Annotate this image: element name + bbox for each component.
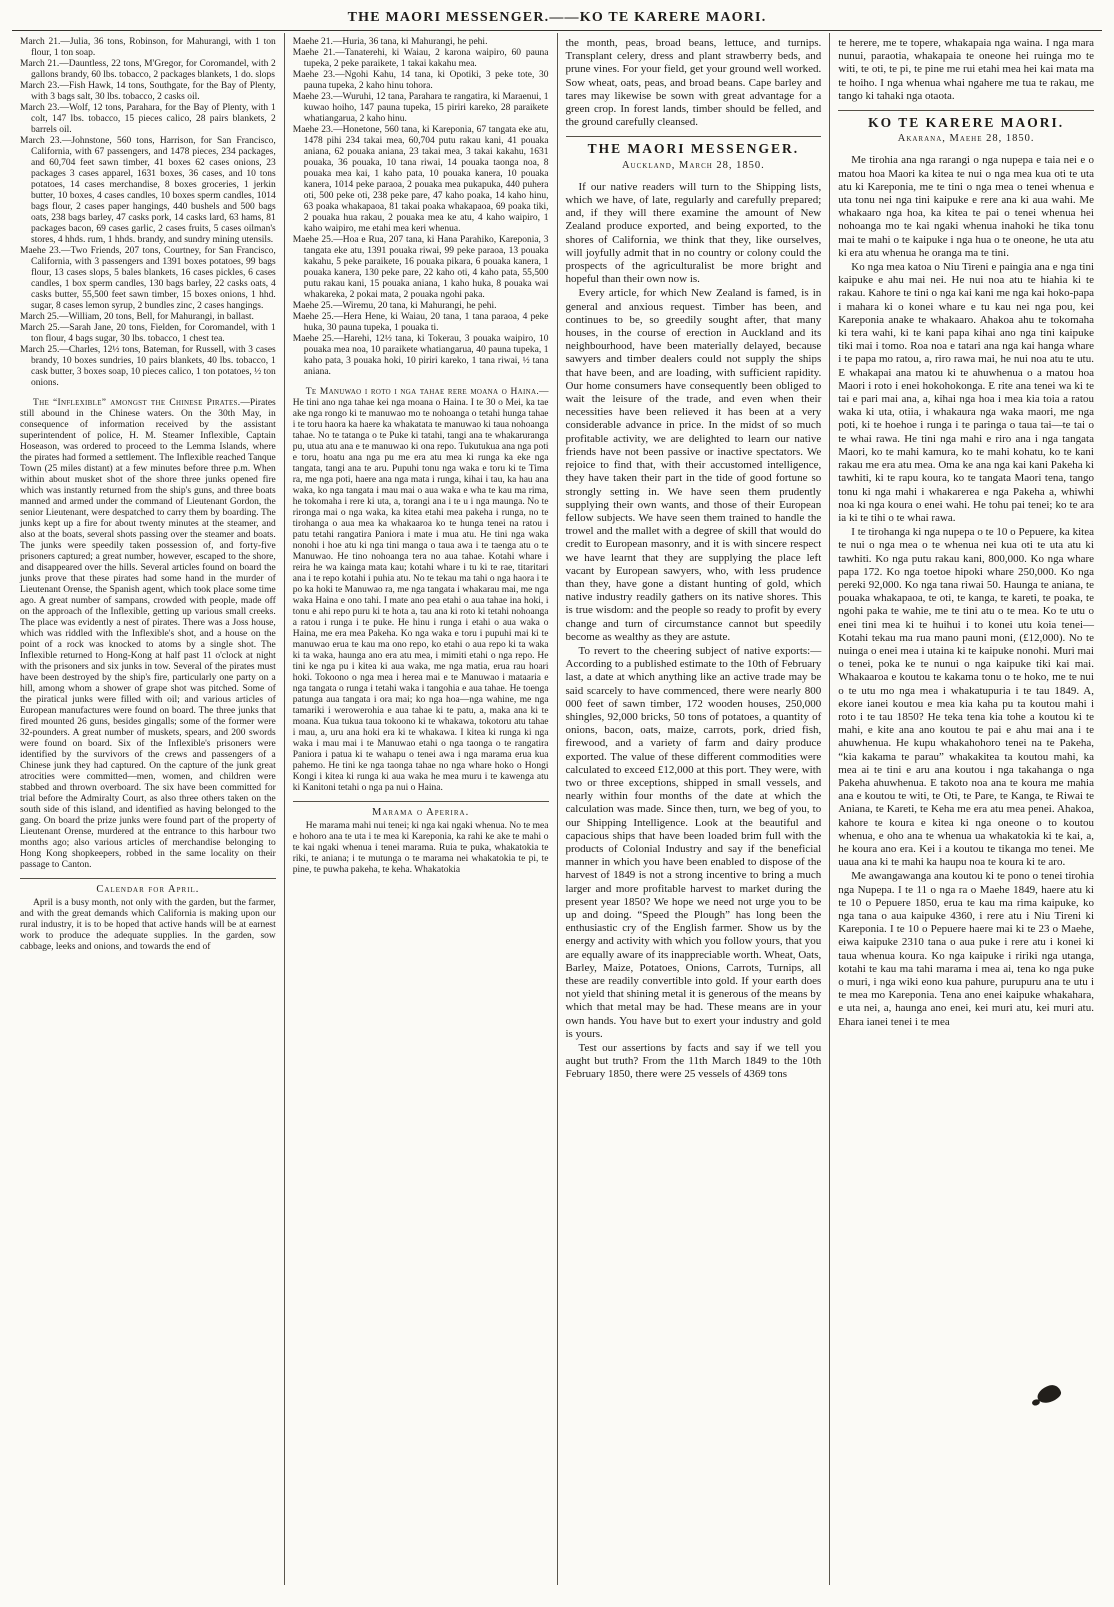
shipping-entry: Maehe 23.—Honetone, 560 tana, ki Kareponia, 67 tangata eke atu, 1478 pihi 234 takai mea, 60,704 putu rakau kani, 41 pouaka aniana, 62 pouaka aniana, 23 takai mea, 3 takai kakahu, 1631 pouaka, 36 pouaka, 10 tana riwai, 14 pouaka taonga noa, 8 pouaka mea kai, 1 kaho pata, 10 pouaka kanera, 10 pouaka kanera, 1014 peke paraoa, 2 pouaka mea pukapuka, 440 puhera oti, 500 peke oti, 238 peke pare, 47 kaho poaka, 14 kaho hinu, 63 poaka whakapaoa, 81 takai poaka whakapaoa, 69 poaka tiki, 2 pouaka hua rakau, 2 pouaka mea ke atu, 4 kaho waipiro, 1 kaho waipiro, me etahi mea keri whenua.: [292, 125, 549, 234]
shipping-entry: Maehe 23.—Two Friends, 207 tons, Courtney, for San Francisco, California, with 3 passengers and 1391 boxes potatoes, 99 bags flour, 13 cases slops, 5 bales blankets, 16 cases pickles, 6 cases candles, 1 box sperm candles, 130 bags barley, 22 casks oats, 4 casks butter, 55,500 feet sawn timber, 15 boxes onions, 1 hhd. sugar, 8 cases lemon syrup, 2 bundles zinc, 2 cases hangings.: [20, 246, 276, 311]
newspaper-column: [284, 33, 557, 1585]
article-paragraph: [20, 398, 276, 871]
masthead-rule: [12, 30, 1102, 31]
shipping-entry: Maehe 21.—Huria, 36 tana, ki Mahurangi, he pehi.: [292, 37, 488, 47]
paragraph: To revert to the cheering subject of native exports:—According to a published estimate to the 10th of February last, a date at which anything like an active trade may be said scarcely to have commenced, there were nearly 800 000 feet of sawn timber, 172 wooden houses, 250,000 shingles, 92,000 bricks, 50 tons of potatoes, a quantity of onions, bacon, oats, maize, carrots, pork, dried fish, firewood, and a variety of farm and dairy produce exported. The value of these different commodities were calculated to exceed £12,000 at this port. They were, with two or three exceptions, shipped in small vessels, and nearly within four months of the date at which the calculation was made. Since then, turn, we beg of you, to our Shipping Intelligence. Look at the beautiful and capacious ships that have been loaded brim full with the products of Colonial Industry and say if the beneficial manner in which you have been enabled to dispose of the harvest of 1849 is not a strong incentive to bring a much larger and more profitable harvest to market during the present year 1850? We hope we need not urge you to be up and doing. “Speed the Plough” has long been the enthusiastic cry of the English farmer. Show us by the energy and activity with which you follow yours, that you are equally aware of its inappreciable worth. Wheat, Oats, Barley, Maize, Potatoes, Onions, Carrots, Turnips, all these are readily convertible into gold. If your earth does not yield that shining metal it is generous of the means by which that metal may be had. These means are in your own hands. You have but to exert your industry and gold is yours.: [565, 644, 822, 1040]
paragraph: Me awangawanga ana koutou ki te pono o tenei tirohia nga Nupepa. I te 11 o nga ra o Maehe 1849, haere atu ki te 10 o Pepuere 1850, erua te kau ma rima kaipuke, ko nga tana o aua kaipuke 4360, i rere atu i Niu Tireni ki Kareponia. I te 10 o Pepuere haere mai ki te 23 o Maehe, eiwa kaipuke 2310 tana o aua puke i rere atu i konei ki taua whenua koura. Ko nga kaipuke i ririki nga utanga, kotahi te kau ma tahi marama i mea ai, tena ko nga puke o muri, i nga wiki eono kua pahure, purupuru ana te utu i te mea mo Kareponia. Tena ano enei kaipuke whakahara, e uta nei, a, haunga ano enei, kei muri atu, kei muri atu. Ehara ianei tenei i te mea: [838, 870, 1094, 1028]
newspaper-column: [829, 33, 1102, 1585]
section-rule: [838, 110, 1094, 111]
paragraph: Me tirohia ana nga rarangi o nga nupepa e taia nei e o matou hoa Maori ka kitea te nui o nga mea kua oti te uta atu ki Kareponia, me te tini o nga mea o tenei whenua e uta tonu nei nga tini kaipuke e rere ana ki aua wahi. Me whakaaro nga hoa, ka kitea te pai o tenei whenua hei nohoanga mo te kai ngaki whenua inahoki he tika tonu mai te mahi o te kaipuke i nga hua o te oneone, he uta atu ki era atu whenua he oranga ma te tini.: [838, 154, 1094, 259]
paragraph: Test our assertions by facts and say if we tell you aught but truth? From the 11th March 1849 to the 10th February 1850, there were 25 vessels of 4369 tons: [565, 1042, 822, 1081]
section-rule: [566, 136, 822, 137]
shipping-entry: March 23.—Wolf, 12 tons, Parahara, for the Bay of Plenty, with 1 colt, 147 lbs. tobacco, 15 pieces calico, 28 pairs blankets, 2 barrels oil.: [20, 103, 276, 135]
shipping-entry: March 25.—Sarah Jane, 20 tons, Fielden, for Coromandel, with 1 ton flour, 4 bags sugar, 30 lbs. tobacco, 1 chest tea.: [20, 323, 276, 344]
paragraph: I te tirohanga ki nga nupepa o te 10 o Pepuere, ka kitea te nui o nga mea o te whenua nei kua oti te uta atu ki tawhiti. Ko nga putu rakau kani, 800,000. Ko nga whare papa 172. Ko nga toetoe hipoki whare 250,000. Ko nga pereki 92,000. Ko nga tana riwai 50. Haunga te aniana, te pouaka whakapaoa, te oti, te kanga, te kareti, te poaka, te ngohi paka te wahie, me te tini atu o te mea. Ko te utu o enei tini mea ki te huihui i to konei utu koia tenei—Kotahi tekau ma rua mano pauni moni, (£12,000). No te nuinga o enei mea i utaina ki te kaipuke nonohi. Muri mai o tenei, poka ke te nunui o nga kaipuke tiki kai mai. Whakaaroa e koutou te kakama tonu o te hoko, me te nui o te utu mo nga mea i whakatupuria i te tau 1849. A, ekore ianei koutou e mea kia kaha pu ta koutou mahi i roto i te tau 1850? He teka tena kia tohe a koutou ki te mahi, e kite ana ano koutou te pai e ahu mai ana i te ahuwhenua. He kupu whakahohoro tenei na te Pakeha, “kia kakama te parau” whakakitea ta koutou mahi, ka mea ai te tini e aru ana koutou i nga takahanga o nga Pakeha ahuwhenua. E takoto noa ana te koura me mahia ana e koutou te witi, te Oti, te Pare, te Kanga, te Riwai te Aniana, te Kareti, te Keha me era atu mea penei. Ahakoa, kahore te koura e kitea ki nga oneone o to koutou whenua, e oho ana te whenua ua whakatokia ki te kai, a, he koura ano era. Kei i a koutou te tikanga mo tenei. Me uaua ana ki te mahi ka haupu noa te koura ki te aro.: [838, 526, 1094, 869]
section-gap: [20, 389, 276, 398]
shipping-entry: Maehe 23.—Wuruhi, 12 tana, Parahara te rangatira, ki Maraenui, 1 kuwao hoiho, 147 pauna tupeka, 15 piriri kareko, 28 paraikete whatiangarua, 2 kaho hinu.: [292, 92, 549, 124]
dateline: Auckland, March 28, 1850.: [621, 159, 765, 171]
paper-title: KO TE KARERE MAORI.: [868, 115, 1065, 131]
shipping-entry: Maehe 25.—Harehi, 12½ tana, ki Tokerau, 3 pouaka waipiro, 10 pouaka mea noa, 10 paraikete whatiangarua, 40 pauna tupeka, 1 kaho pata, 3 pouaka hoki, 10 piriri kareko, 1 tana riwai, ½ tana aniana.: [292, 334, 549, 377]
shipping-entry: March 25.—William, 20 tons, Bell, for Mahurangi, in ballast.: [20, 312, 254, 322]
section-heading: Calendar for April.: [96, 884, 200, 895]
paragraph: the month, peas, broad beans, lettuce, and turnips. Transplant celery, dress and plant strawberry beds, and prune vines. For your field, get your ground well worked. Sow wheat, oats, peas, and broad beans. Cape barley and tares may likewise be sown with great advantage for a green crop. In forest lands, timber should be felled, and the ground carefully cleansed.: [565, 37, 822, 129]
paragraph: Ko nga mea katoa o Niu Tireni e paingia ana e nga tini kaipuke e ahu mai nei. He nui noa atu te hiahia ki te rakau. Kahore te tini o nga kai kani me nga kai hoko-papa i mahara ki o konei whare e tu kau nei nga pou, kei Kareponia anake te whakaaro. Ahakoa ahu te tokomaha ki tera wahi, ki te kani papa kihai ano nga tini kaipuke tiki mai i tomo. Roa noa e tatari ana nga kai hanga whare i te papa mo ratou, a, riro rawa mai, he nui noa atu te utu. E whakapai ana matou ki te ahuwhenua o a matou hoa Maori i roto i enei hokohokonga. E rite ana tenei wa ki te tai e pari mai ana, a, kihai nga hoa i mea kia toia a ratou waka ki uta, otiia, i whakaura nga waka maori, me nga poti, ki te hoehoe i runga i te paringa o taua tai—te tai o te whai rawa. He tini nga mahi e riro ana i nga tangata Maori, ko te mahi kamura, ko te mahi kohatu, ko te kani rakau me era atu mea. Oma ke ana nga kai kani Pakeha ki tawhiti, ki te rapu koura, ko te tangata Maori tena, tango tonu ki nga mahi i whakarerea e nga Pakeha a, whiwhi noa ki nga koura o enei wahi. He tohu pai tenei; ko te ara ia ki te tihi o te whai rawa.: [838, 261, 1094, 524]
paragraph: te herere, me te topere, whakapaia nga waina. I nga mara nunui, paraotia, whakapaia te oneone hei ruinga mo te witi, te oti, te pi, te pine me rui etahi mea hei kai mata ma te hoiho. I nga whenua whai ngahere me tua te rakau, me tango ki tahaki nga otaota.: [838, 37, 1094, 102]
shipping-entry: Maehe 25.—Hera Hene, ki Waiau, 20 tana, 1 tana paraoa, 4 peke huka, 30 pauna tupeka, 1 pouaka ti.: [292, 312, 549, 333]
shipping-entry: March 23.—Johnstone, 560 tons, Harrison, for San Francisco, California, with 67 passengers, and 1478 pieces, 234 packages, and 60,704 feet sawn timber, 41 boxes 62 cases onions, 23 packages 3 cases apparel, 1631 boxes, 36 cases, and 10 tons potatoes, 14 cases merchandise, 8 boxes groceries, 1 jerkin butter, 10 boxes, 4 cases candles, 10 boxes sperm candles, 1014 bags flour, 2 cases paper hangings, 440 bushels and 500 bags oats, 238 bags barley, 47 casks pork, 14 casks lard, 63 hams, 81 packages bacon, 69 cases garlic, 2 cases fruits, 5 cases oilman's stores, 4 hhds. rum, 1 hhds. brandy, and sundry mining utensils.: [20, 136, 276, 245]
section-rule: [293, 801, 549, 802]
shipping-entry: March 21.—Dauntless, 22 tons, M'Gregor, for Coromandel, with 2 gallons brandy, 60 lbs. tobacco, 2 packages blankets, 1 do. slops: [20, 59, 276, 80]
newspaper-column: [12, 33, 284, 1585]
article-lead: The “Inflexible” amongst the Chinese Pirates.: [33, 398, 241, 408]
columns-container: [12, 33, 1102, 1585]
article-text: —Pirates still abound in the Chinese waters. On the 30th May, in consequence of information received by the assistant superintendent of police, H. M. Steamer Inflexible, Captain Hoseason, was ordered to proceed to the Lemma Islands, where the pirates had formed a settlement. The Inflexible reached Tanque Town (25 miles distant) at a few minutes before three p.m. When within about musket shot of the shore three junks opened fire which was instantly returned from the ship's guns, and three boats manned and armed under the command of Lieutenant Gordon, the senior Lieutenant, were despatched to carry them by boarding. The junks kept up a fire for about twenty minutes at the steamer, and also at the boats, several shots passing over the steamer and boats. The junks were speedily taken possession of, and forty-five prisoners captured; a great number, however, escaped to the shore, and disappeared over the hills. Several articles found on board the junks prove that these pirates had some hand in the murder of Lieutenant Orense, the Spanish agent, which took place some time ago. A great number of sampans, crowded with people, made off on the approach of the Inflexible, getting up various small creeks. The place was evidently a nest of pirates. There was a Joss house, which was riddled with the Inflexible's shot, and a house on the point of a rock was knocked to atoms by a single shot. The Inflexible returned to Hong-Kong at half past 11 o'clock at night with the prisoners and six junks in tow. Several of the pirates must have been destroyed by the ship's fire, particularly one party on a hill, among whom a shower of grape shot was pitched. Some of the piratical junks were filled with oil; and various articles of European manufactures were found on board. The three junks that fired mounted 26 guns, besides gingalls; some of the former were 32-pounders. A great number of muskets, spears, and 200 swords were found on board. Six of the Inflexible's prisoners were identified by the survivors of the crews and passengers of a Chinese junk they had captured. On the capture of the junk great atrocities were committed—men, women, and children were stabbed and thrown overboard. The six have been committed for trial before the Admiralty Court, as also three others taken on the south side of this island, and identified as having belonged to the gang. On board the prize junks were found part of the property of Lieutenant Orense, murdered at the entrance to this harbour two months ago; also various articles of merchandise belonging to Hong Kong shopkeepers, robbed in the same locality on their passage to Canton.: [20, 398, 276, 870]
shipping-entry: March 25.—Charles, 12½ tons, Bateman, for Russell, with 3 cases brandy, 10 boxes sundries, 10 pairs blankets, 40 lbs. tobacco, 1 cask butter, 3 boxes soap, 10 pieces calico, 1 ton potatoes, ½ ton onions.: [20, 345, 276, 388]
paragraph: April is a busy month, not only with the garden, but the farmer, and with the great demands which California is making upon our rural industry, it is to be hoped that active hands will be at earnest work to produce the adequate supplies. In the garden, sow cabbage, leeks and onions, and towards the end of: [20, 898, 276, 952]
shipping-entry: March 23.—Fish Hawk, 14 tons, Southgate, for the Bay of Plenty, with 3 bags salt, 30 lbs. tobacco, 2 casks oil.: [20, 81, 276, 102]
newspaper-column: [557, 33, 830, 1585]
masthead-title: THE MAORI MESSENGER.——KO TE KARERE MAORI.: [347, 10, 767, 25]
article-paragraph: [293, 387, 549, 794]
paper-title: THE MAORI MESSENGER.: [587, 141, 800, 157]
paragraph: Every article, for which New Zealand is famed, is in general and anxious request. Timber has been, and continues to be, so greedily sought after, that many houses, in the course of erection in Auckland and its neighbourhood, have been materially delayed, because sawyers and timber dealers could not supply the ships that have been, and are loading, with sufficient rapidity. Our home consumers have consequently been obliged to wait the leisure of the trade, and even when their necessities have been relieved it has been at a very considerable advance in price. In the midst of so much profitable activity, we are delighted to learn our native friends have not been passive or inactive spectators. We rejoice to find that, with their accustomed intelligence, they have taken their part in the tide of good fortune so strongly setting in. We have seen them prudently supplying their own wants, and those of their European fellow subjects. We have seen them trained to handle the trowel and the mallet with a degree of skill that would do credit to European masonry, and it is with sincere respect we have learnt that they are supplying the place left vacant by European sawyers, who, with less prudence than they, have gone a distant hunting of gold, which native industry readily gathers on its native shores. This is true wisdom: and the people so ready to profit by every change and turn of circumstance cannot but speedily become as wealthy as they are astute.: [565, 287, 822, 643]
shipping-entry: Maehe 23.—Ngohi Kahu, 14 tana, ki Opotiki, 3 peke tote, 30 pauna tupeka, 2 kaho hinu tohora.: [292, 70, 549, 91]
article-text: —He tini ano nga tahae kei nga moana o Haina. I te 30 o Mei, ka tae ake nga rongo ki te manuwao mo te nohoanga o tetahi hunga tahae i te toru haora ka haere ka whakatata te manuwao ki taua nohoanga tahae. No te tatanga o te Puke ki tatahi, tangi ana te whakaruranga pu, utua atu ana e te manuwao ki ona repo. Tukutukua ana nga poti e toru, hoatu ana nga pu me era atu mea ki runga ka eke nga tangata, tangi ana te aru. Pupuhi tonu nga waka e toru ki te Tima ra, me nga poti, haere ana nga mata i runga, kihai i tau, ka hau ana waka, ko nga tangata i mau mai o aua waka e wha te kau ma rima, he tokomaha i rere ki uta, a, torangi ana i te u i nga maunga. No te rironga mai o nga waka, ka kitea etahi mea pakeha i runga, no te tirohanga o aua mea ka whakaaroa ko te hunga tenei na ratou i patu tetahi rangatira Paniora i mate i mua atu. He tini nga waka nonohi i hoe atu ki nga tini manga o taua awa i te taenga atu o te Manuwao. He tino nohoanga tera no aua tahae. Kotahi whare i reira he wa kainga mata kau; kotahi whare i tu ki te rae, titaritari ana i te repo kotahi i puhia atu. No te tekau ma tahi o nga haora i te po ka hoki te Manuwao ra, me nga tangata i whakarau mai, me nga waka Haina e ono tahi. I mate ano pea etahi o aua tahae ina hoki, i tonu e ahi repo puru ki te hota a, tau ana ki roto ki tetahi nohoanga a ratou i runga i te puke. He hinu i runga i etahi o aua waka o Haina, me era mea Pakeha. Ko nga waka e toru i pupuhi mai ki te manuwao erua te kau ma ono repo, ko etahi o aua repo ki ta waka ki ta waka, haunga ano era atu mea, i mimiti etahi o nga repo. He tini ke nga pu i kitea ki aua waka, me nga matia, erua rau hoari hoki. Tokoono o nga mea i herea mai e te Manuwao i mataaria e nga tangata o runga i tetahi waka i tangohia e aua tahae. He toenga patunga aua tangata i ora mai; ko nga hoa—nga wahine, me nga tamariki i werowerohia e aua tahae ki te patu, a, maka ana ki te moana. Kua tukua taua tokoono ki te whakawa, tokotoru atu tahae i mau, a, uru ana hoki era ki te whakawa. I kitea ki runga ki nga waka i mau mai i te Manuwao etahi o nga taonga o te rangatira Paniora i patua ki te wahapu o tenei awa i nga marama erua kua pahemo. He tini ke nga taonga tahae no nga whare hoko o Hongi Kongi i kitea ki runga ki aua waka he mea muru i te kawenga atu ki Kanitoni tetahi o nga pa nui o Haina.: [292, 387, 549, 793]
dateline: Akarana, Maehe 28, 1850.: [897, 133, 1035, 145]
section-rule: [20, 878, 276, 879]
section-heading: Marama o Aperira.: [372, 807, 470, 818]
shipping-entry: Maehe 21.—Tanaterehi, ki Waiau, 2 karona waipiro, 60 pauna tupeka, 2 peke paraikete, 1 takai kakahu mea.: [292, 48, 549, 69]
shipping-entry: Maehe 25.—Wiremu, 20 tana, ki Mahurangi, he pehi.: [292, 301, 497, 311]
shipping-entry: Maehe 25.—Hoa e Rua, 207 tana, ki Hana Parahiko, Kareponia, 3 tangata eke atu, 1391 pouaka riwai, 99 peke paraoa, 13 pouaka kakahu, 5 peke paraikete, 16 pouaka pikara, 6 pouaka kanera, 1 pouaka kanera, 130 peke pare, 22 kaho oti, 4 kaho pata, 55,500 putu rakau kani, 15 pouaka aniana, 1 kaho huka, 8 pouaka wai whakareka, 2 pokai mata, 2 pouaka ngohi paka.: [292, 235, 549, 300]
paragraph: If our native readers will turn to the Shipping lists, which we have, of late, regularly and carefully prepared; and, if they will there examine the amount of New Zealand produce exported, and being exported, to the shores of California, we think that they, like ourselves, will joyfully admit that in no country or colony could the prospects of the agriculturalist be more bright and hopeful than their own now is.: [565, 180, 822, 286]
shipping-entry: March 21.—Julia, 36 tons, Robinson, for Mahurangi, with 1 ton flour, 1 ton soap.: [20, 37, 276, 58]
article-lead: Te Manuwao i roto i nga tahae rere moana o Haina.: [305, 387, 539, 397]
section-gap: [293, 378, 549, 387]
paragraph: He marama mahi nui tenei; ki nga kai ngaki whenua. No te mea e hohoro ana te uta i te mea ki Kareponia, ka rahi ke ake te mahi o te kai ngaki whenua i tenei marama. Ruia te puka, whakatokia te riki, te aniana; i te mutunga o te marama nei whakatokia te pi, te pine, te puwha pakeha, te keha. Whakatokia: [292, 821, 549, 875]
